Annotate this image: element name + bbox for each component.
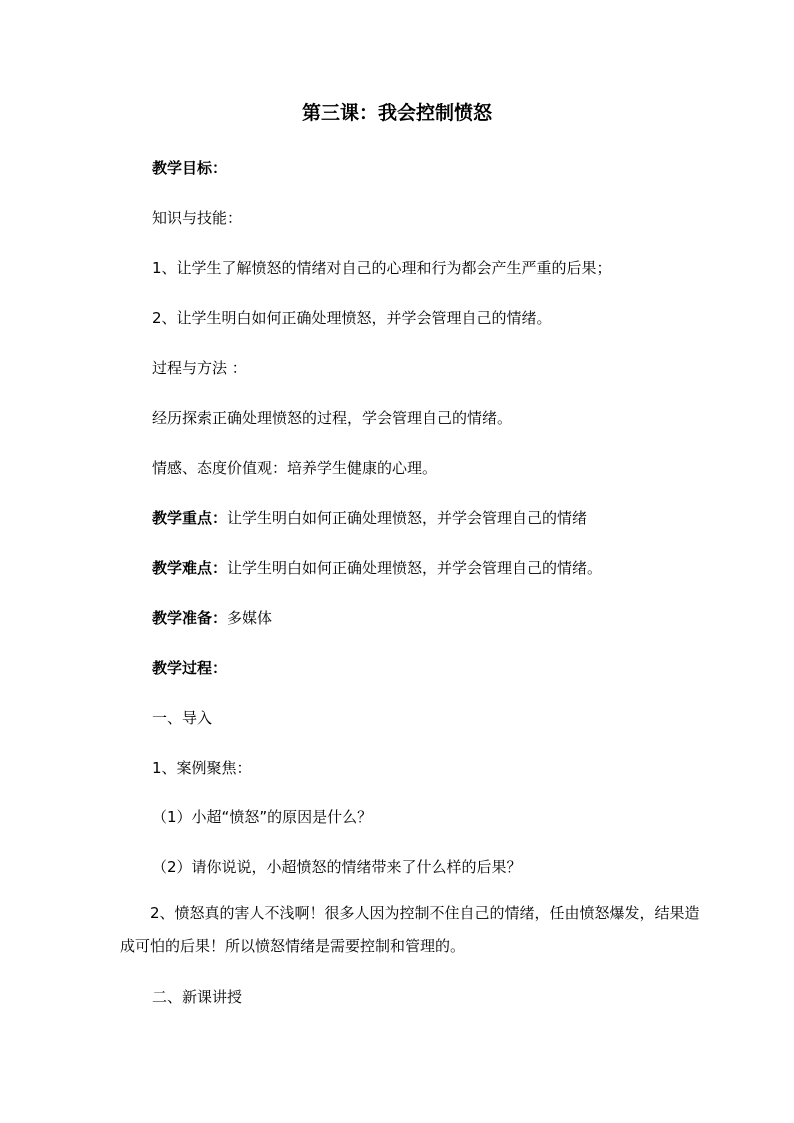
emotion-text: 情感、态度价值观：培养学生健康的心理。 <box>152 459 438 477</box>
difficult-point-label: 教学难点： <box>152 559 228 577</box>
section1-heading: 一、导入 <box>152 709 213 727</box>
difficult-point <box>152 557 602 578</box>
procedure-heading: 教学过程： <box>152 659 228 677</box>
preparation <box>152 607 272 628</box>
key-point-label: 教学重点： <box>152 509 228 527</box>
key-point <box>152 507 587 528</box>
difficult-point-text: 让学生明白如何正确处理愤怒，并学会管理自己的情绪。 <box>227 559 603 577</box>
paragraph-2: 2、愤怒真的害人不浅啊！很多人因为控制不住自己的情绪，任由愤怒爆发，结果造成可怕的后果！所以愤怒情绪是需要控制和管理的。 <box>120 904 700 955</box>
preparation-label: 教学准备： <box>152 609 228 627</box>
question-2: （2）请你说说，小超愤怒的情绪带来了什么样的后果？ <box>152 858 522 876</box>
knowledge-item-2: 2、让学生明白如何正确处理愤怒，并学会管理自己的情绪。 <box>152 309 552 327</box>
case-heading: 1、案例聚焦： <box>152 759 252 777</box>
objectives-heading: 教学目标： <box>152 159 228 177</box>
process-heading: 过程与方法 ： <box>152 359 247 377</box>
knowledge-item-1: 1、让学生了解愤怒的情绪对自己的心理和行为都会产生严重的后果； <box>152 259 612 277</box>
page-title: 第三课：我会控制愤怒 <box>301 102 492 124</box>
knowledge-heading: 知识与技能： <box>152 209 243 227</box>
key-point-text: 让学生明白如何正确处理愤怒，并学会管理自己的情绪 <box>227 509 588 527</box>
section2-heading: 二、新课讲授 <box>152 988 243 1006</box>
process-text: 经历探索正确处理愤怒的过程，学会管理自己的情绪。 <box>152 409 513 427</box>
question-1: （1）小超“愤怒”的原因是什么？ <box>152 808 373 826</box>
preparation-text: 多媒体 <box>227 609 273 627</box>
